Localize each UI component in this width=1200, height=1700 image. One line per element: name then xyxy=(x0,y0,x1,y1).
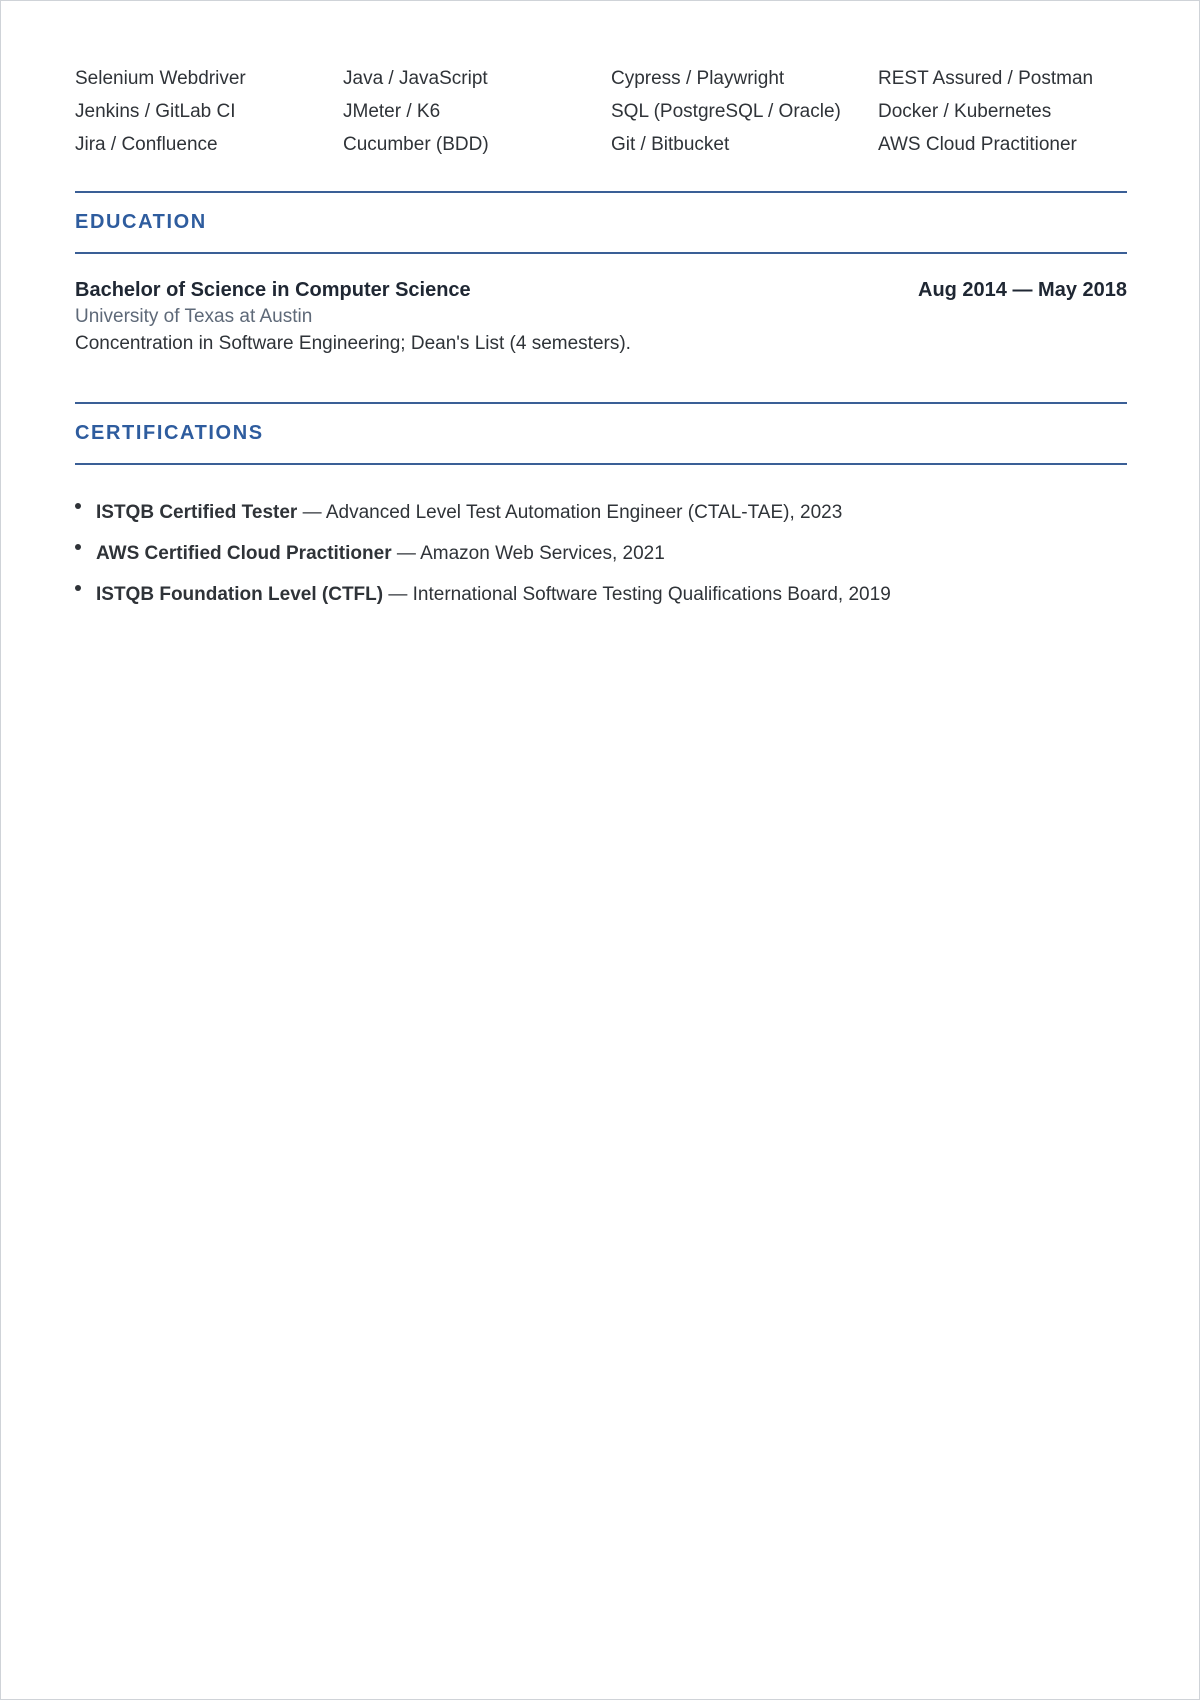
certification-name: ISTQB Foundation Level (CTFL) xyxy=(96,584,384,605)
education-dates: Aug 2014 — May 2018 xyxy=(918,279,1127,301)
certification-item xyxy=(75,573,1127,608)
skill-item: JMeter / K6 xyxy=(343,101,441,122)
skill-item: Docker / Kubernetes xyxy=(878,101,1052,122)
education-entry xyxy=(75,254,1127,357)
education-section xyxy=(75,191,1127,357)
skill-item: Git / Bitbucket xyxy=(611,134,730,155)
skill-item: Jira / Confluence xyxy=(75,134,218,155)
certifications-section xyxy=(75,402,1127,608)
skill-item: Selenium Webdriver xyxy=(75,68,246,89)
certifications-header xyxy=(75,402,1127,465)
certification-item xyxy=(75,532,1127,567)
certification-detail: — International Software Testing Qualifications Board, 2019 xyxy=(388,584,891,605)
degree-title: Bachelor of Science in Computer Science xyxy=(75,279,471,301)
education-heading-row xyxy=(75,277,1127,303)
bullet-icon xyxy=(75,532,96,559)
certifications-list xyxy=(75,465,1127,608)
skill-item: Java / JavaScript xyxy=(343,68,488,89)
certification-item xyxy=(75,491,1127,526)
education-note: Concentration in Software Engineering; Dean's List (4 semesters). xyxy=(75,333,631,354)
resume-content xyxy=(75,65,1127,614)
certification-detail: — Advanced Level Test Automation Engineer (CTAL-TAE), 2023 xyxy=(302,502,843,523)
bullet-icon xyxy=(75,491,96,518)
education-header xyxy=(75,191,1127,254)
skill-item: SQL (PostgreSQL / Oracle) xyxy=(611,101,841,122)
certification-detail: — Amazon Web Services, 2021 xyxy=(396,543,665,564)
certification-name: ISTQB Certified Tester xyxy=(96,502,298,523)
skill-item: Cucumber (BDD) xyxy=(343,134,489,155)
certification-name: AWS Certified Cloud Practitioner xyxy=(96,543,392,564)
skill-item: Jenkins / GitLab CI xyxy=(75,101,236,122)
certifications-title: CERTIFICATIONS xyxy=(75,422,264,444)
skills-grid xyxy=(75,65,1127,158)
school-name: University of Texas at Austin xyxy=(75,306,313,327)
skill-item: AWS Cloud Practitioner xyxy=(878,134,1077,155)
bullet-icon xyxy=(75,573,96,600)
education-title: EDUCATION xyxy=(75,211,207,233)
skill-item: Cypress / Playwright xyxy=(611,68,785,89)
skill-item: REST Assured / Postman xyxy=(878,68,1094,89)
